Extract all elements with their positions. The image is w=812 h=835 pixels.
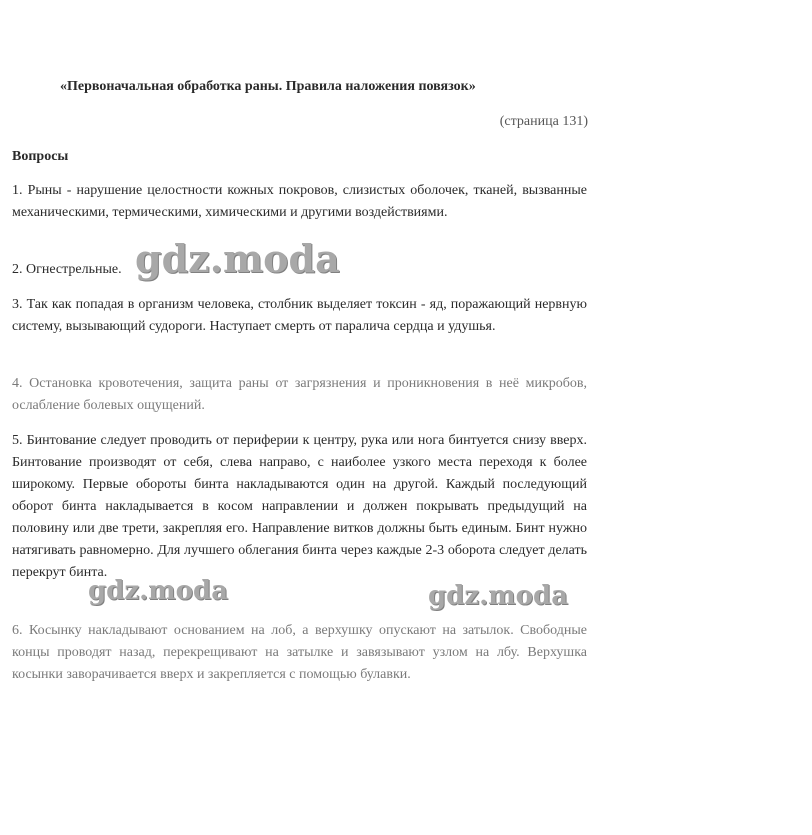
document-title: «Первоначальная обработка раны. Правила наложения повязок» [60,79,476,94]
answer-3: 3. Так как попадая в организм человека, столбник выделяет токсин - яд, поражающий нервную систему, вызывающий судороги. Наступает смерть от паралича сердца и удушья. [12,297,587,334]
page-reference: (страница 131) [499,114,588,129]
watermark-logo: gdz.moda [135,236,340,281]
answer-5: 5. Бинтование следует проводить от периферии к центру, рука или нога бинтуется снизу вверх. Бинтование производят от себя, слева направо, с наиболее узкого места переходя к более широкому. Первые обороты бинта накладываются один на другой. Каждый последующий оборот бинта накладывается в косом направлении и должен покрывать предыдущий на половину или две трети, закрепляя его. Направление витков должны быть единым. Бинт нужно натягивать равномерно. Для лучшего облегания бинта через каждые 2-3 оборота следует делать перекрут бинта. [12,433,587,580]
answer-4: 4. Остановка кровотечения, защита раны от загрязнения и проникновения в неё микробов, ослабление болевых ощущений. [12,376,587,413]
answer-1: 1. Рыны - нарушение целостности кожных покровов, слизистых оболочек, тканей, вызванные механическими, термическими, химическими и другими воздействиями. [12,183,587,220]
answer-2: 2. Огнестрельные. [12,262,122,277]
section-heading: Вопросы [12,149,69,164]
answer-6: 6. Косынку накладывают основанием на лоб, а верхушку опускают на затылок. Свободные концы проводят назад, перекрещивают на затылке и завязывают узлом на лбу. Верхушка косынки заворачивается вверх и закрепляется с помощью булавки. [12,623,587,682]
watermark-logo: gdz.moda [428,581,569,611]
watermark-logo: gdz.moda [88,576,229,606]
